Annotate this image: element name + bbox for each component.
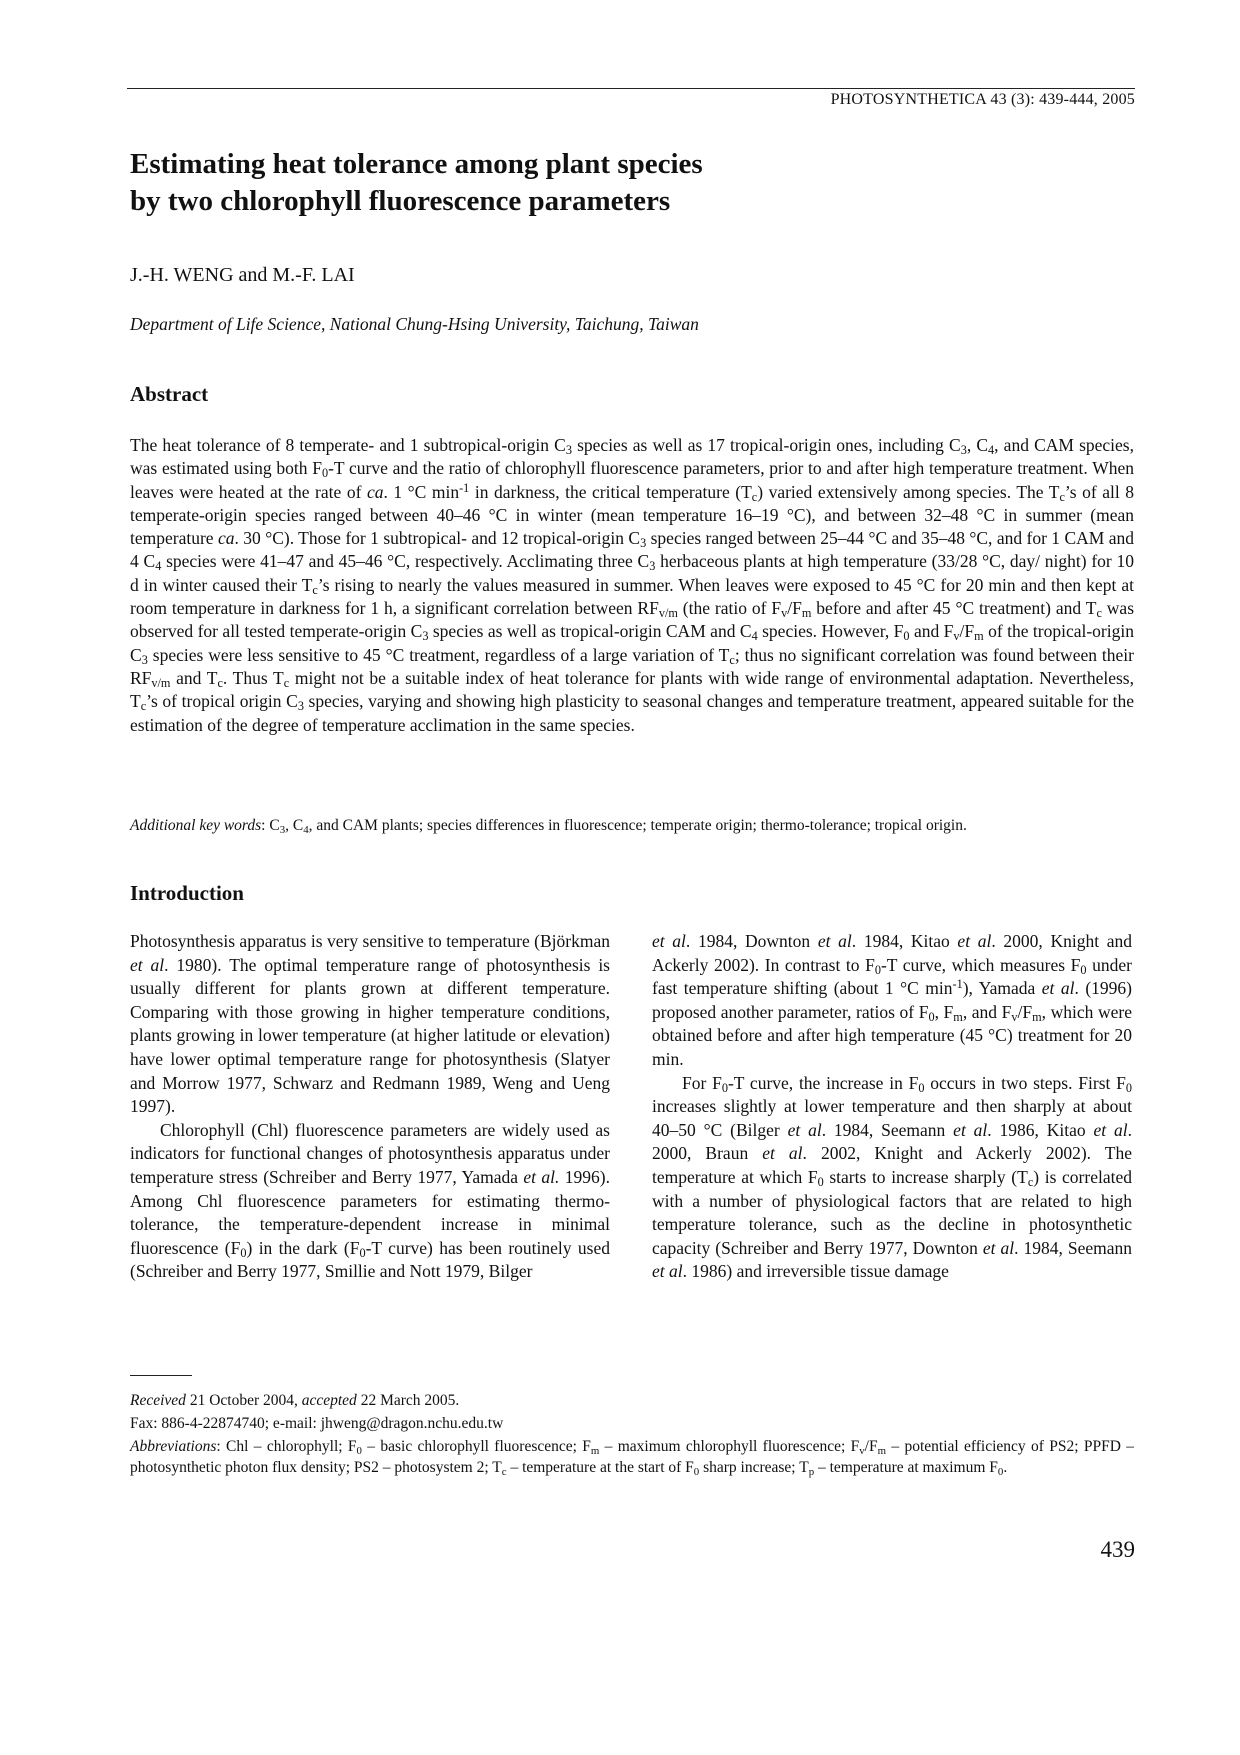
accepted-label: accepted <box>301 1392 357 1409</box>
journal-reference: PHOTOSYNTHETICA 43 (3): 439-444, 2005 <box>830 91 1135 108</box>
header-rule <box>127 88 1135 89</box>
keywords-label: Additional key words <box>130 817 262 834</box>
abbreviations-label: Abbreviations <box>130 1438 217 1455</box>
intro-paragraph-4: For $F_0-T$ curve, the increase in $F_0$ occurs in two steps. First $F_0$ increases slightly at lower temperature and then sharply at about 40–50 °C (Bilger et al. 1984, Seemann et al. 1986, Kitao et al. 2000, Braun et al. 2002, Knight and Ackerly 2002). The temperature at which $F_0$ starts to increase sharply $(T_c)$ is correlated with a number of physiological factors that are related to high temperature tolerance, such as the decline in photosynthetic capacity (Schreiber and Berry 1977, Downton et al. 1984, Seemann et al. 1986) and irreversible tissue damage <box>652 1072 1133 1282</box>
contact-note: Fax: 886-4-22874740; e-mail: jhweng@dragon.nchu.edu.tw <box>130 1415 504 1432</box>
additional-key-words <box>130 815 1134 836</box>
intro-left-column <box>130 930 610 1284</box>
abbreviations-text: : Chl – chlorophyll; $F_0$ – basic chlorophyll fluorescence; $F_m$ – maximum chlorophyll fluorescence; $F_v/F_m$ – potential efficiency of PS2; PPFD – photosynthetic photon flux density; PS2 – photosystem 2; $T_c$ – temperature at the start of $F_0$ sharp increase; $T_p$ – temperature at maximum $F_0$. <box>130 1438 1134 1478</box>
article-title <box>130 146 1030 220</box>
footnote-rule <box>130 1375 192 1376</box>
intro-right-column <box>652 930 1132 1284</box>
page-number: 439 <box>1100 1537 1135 1562</box>
received-note <box>130 1390 1134 1411</box>
introduction-heading: Introduction <box>130 881 244 905</box>
intro-paragraph-1: Photosynthesis apparatus is very sensitive to temperature (Björkman et al. 1980). The optimal temperature range of photosynthesis is usually different for plants grown at different temperature. Comparing with those growing in higher temperature conditions, plants growing in lower temperature (at higher latitude or elevation) have lower optimal temperature range for photosynthesis (Slatyer and Morrow 1977, Schwarz and Redmann 1989, Weng and Ueng 1997). <box>130 931 610 1117</box>
received-date: 21 October 2004, <box>185 1392 302 1409</box>
keywords-text: : $C_3$, $C_4$, and CAM plants; species differences in fluorescence; temperate origin; thermo-tolerance; tropical origin. <box>261 817 967 836</box>
affiliation: Department of Life Science, National Chung-Hsing University, Taichung, Taiwan <box>130 314 699 334</box>
abbreviations-note <box>130 1436 1134 1478</box>
accepted-date: 22 March 2005. <box>356 1392 460 1409</box>
title-line-2: by two chlorophyll fluorescence parameters <box>130 185 671 217</box>
title-line-1: Estimating heat tolerance among plant species <box>130 148 703 180</box>
intro-paragraph-2: Chlorophyll (Chl) fluorescence parameters are widely used as indicators for functional changes of photosynthesis apparatus under temperature stress (Schreiber and Berry 1977, Yamada et al. 1996). Among Chl fluorescence parameters for estimating thermo-tolerance, the temperature-dependent increase in minimal fluorescence $(F_0)$ in the dark ($F_0-T$ curve) has been routinely used (Schreiber and Berry 1977, Smillie and Nott 1979, Bilger <box>130 1119 611 1282</box>
intro-paragraph-3: et al. 1984, Downton et al. 1984, Kitao et al. 2000, Knight and Ackerly 2002). In contrast to $F_0-T$ curve, which measures $F_0$ under fast temperature shifting (about 1 °C $\min^{-1}$), Yamada et al. (1996) proposed another parameter, ratios of $F_0$, $F_m$, and $F_v/F_m$, which were obtained before and after high temperature (45 °C) treatment for 20 min. <box>652 931 1133 1069</box>
authors: J.-H. WENG and M.-F. LAI <box>130 264 355 286</box>
footnotes <box>130 1390 1134 1480</box>
abstract-heading: Abstract <box>130 382 209 406</box>
received-label: Received <box>130 1392 186 1409</box>
abstract-text: The heat tolerance of 8 temperate- and 1 subtropical-origin $C_3$ species as well as 17 tropical-origin ones, including $C_3$, $C_4$, and CAM species, was estimated using both $F_0-T$ curve and the ratio of chlorophyll fluorescence parameters, prior to and after high temperature treatment. When leaves were heated at the rate of ca. 1 °C $\min^{-1}$ in darkness, the critical temperature $(T_c)$ varied extensively among species. The $T_c’s$ of all 8 temperate-origin species ranged between 40–46 °C in winter (mean temperature 16–19 °C), and between 32–48 °C in summer (mean temperature ca. 30 °C). Those for 1 subtropical- and 12 tropical-origin $C_3$ species ranged between 25–44 °C and 35–48 °C, and for 1 CAM and 4 $C_4$ species were 41–47 and 45–46 °C, respectively. Acclimating three $C_3$ herbaceous plants at high temperature (33/28 °C, day/ night) for 10 d in winter caused their $T_c’s$ rising to nearly the values measured in summer. When leaves were exposed to 45 °C for 20 min and then kept at room temperature in darkness for 1 h, a significant correlation between $RF_{v/m}$ (the ratio of $F_v/F_m$ before and after 45 °C treatment) and $T_c$ was observed for all tested temperate-origin $C_3$ species as well as tropical-origin CAM and $C_4$ species. However, $F_0$ and $F_v/F_m$ of the tropical-origin $C_3$ species were less sensitive to 45 °C treatment, regardless of a large variation of $T_c$; thus no significant correlation was found between their $RF_{v/m}$ and $T_c$. Thus $T_c$ might not be a suitable index of heat tolerance for plants with wide range of environmental adaptation. Nevertheless, $T_c’s$ of tropical origin $C_3$ species, varying and showing high plasticity to seasonal changes and temperature treatment, appeared suitable for the estimation of the degree of temperature acclimation in the same species. <box>130 435 1135 735</box>
